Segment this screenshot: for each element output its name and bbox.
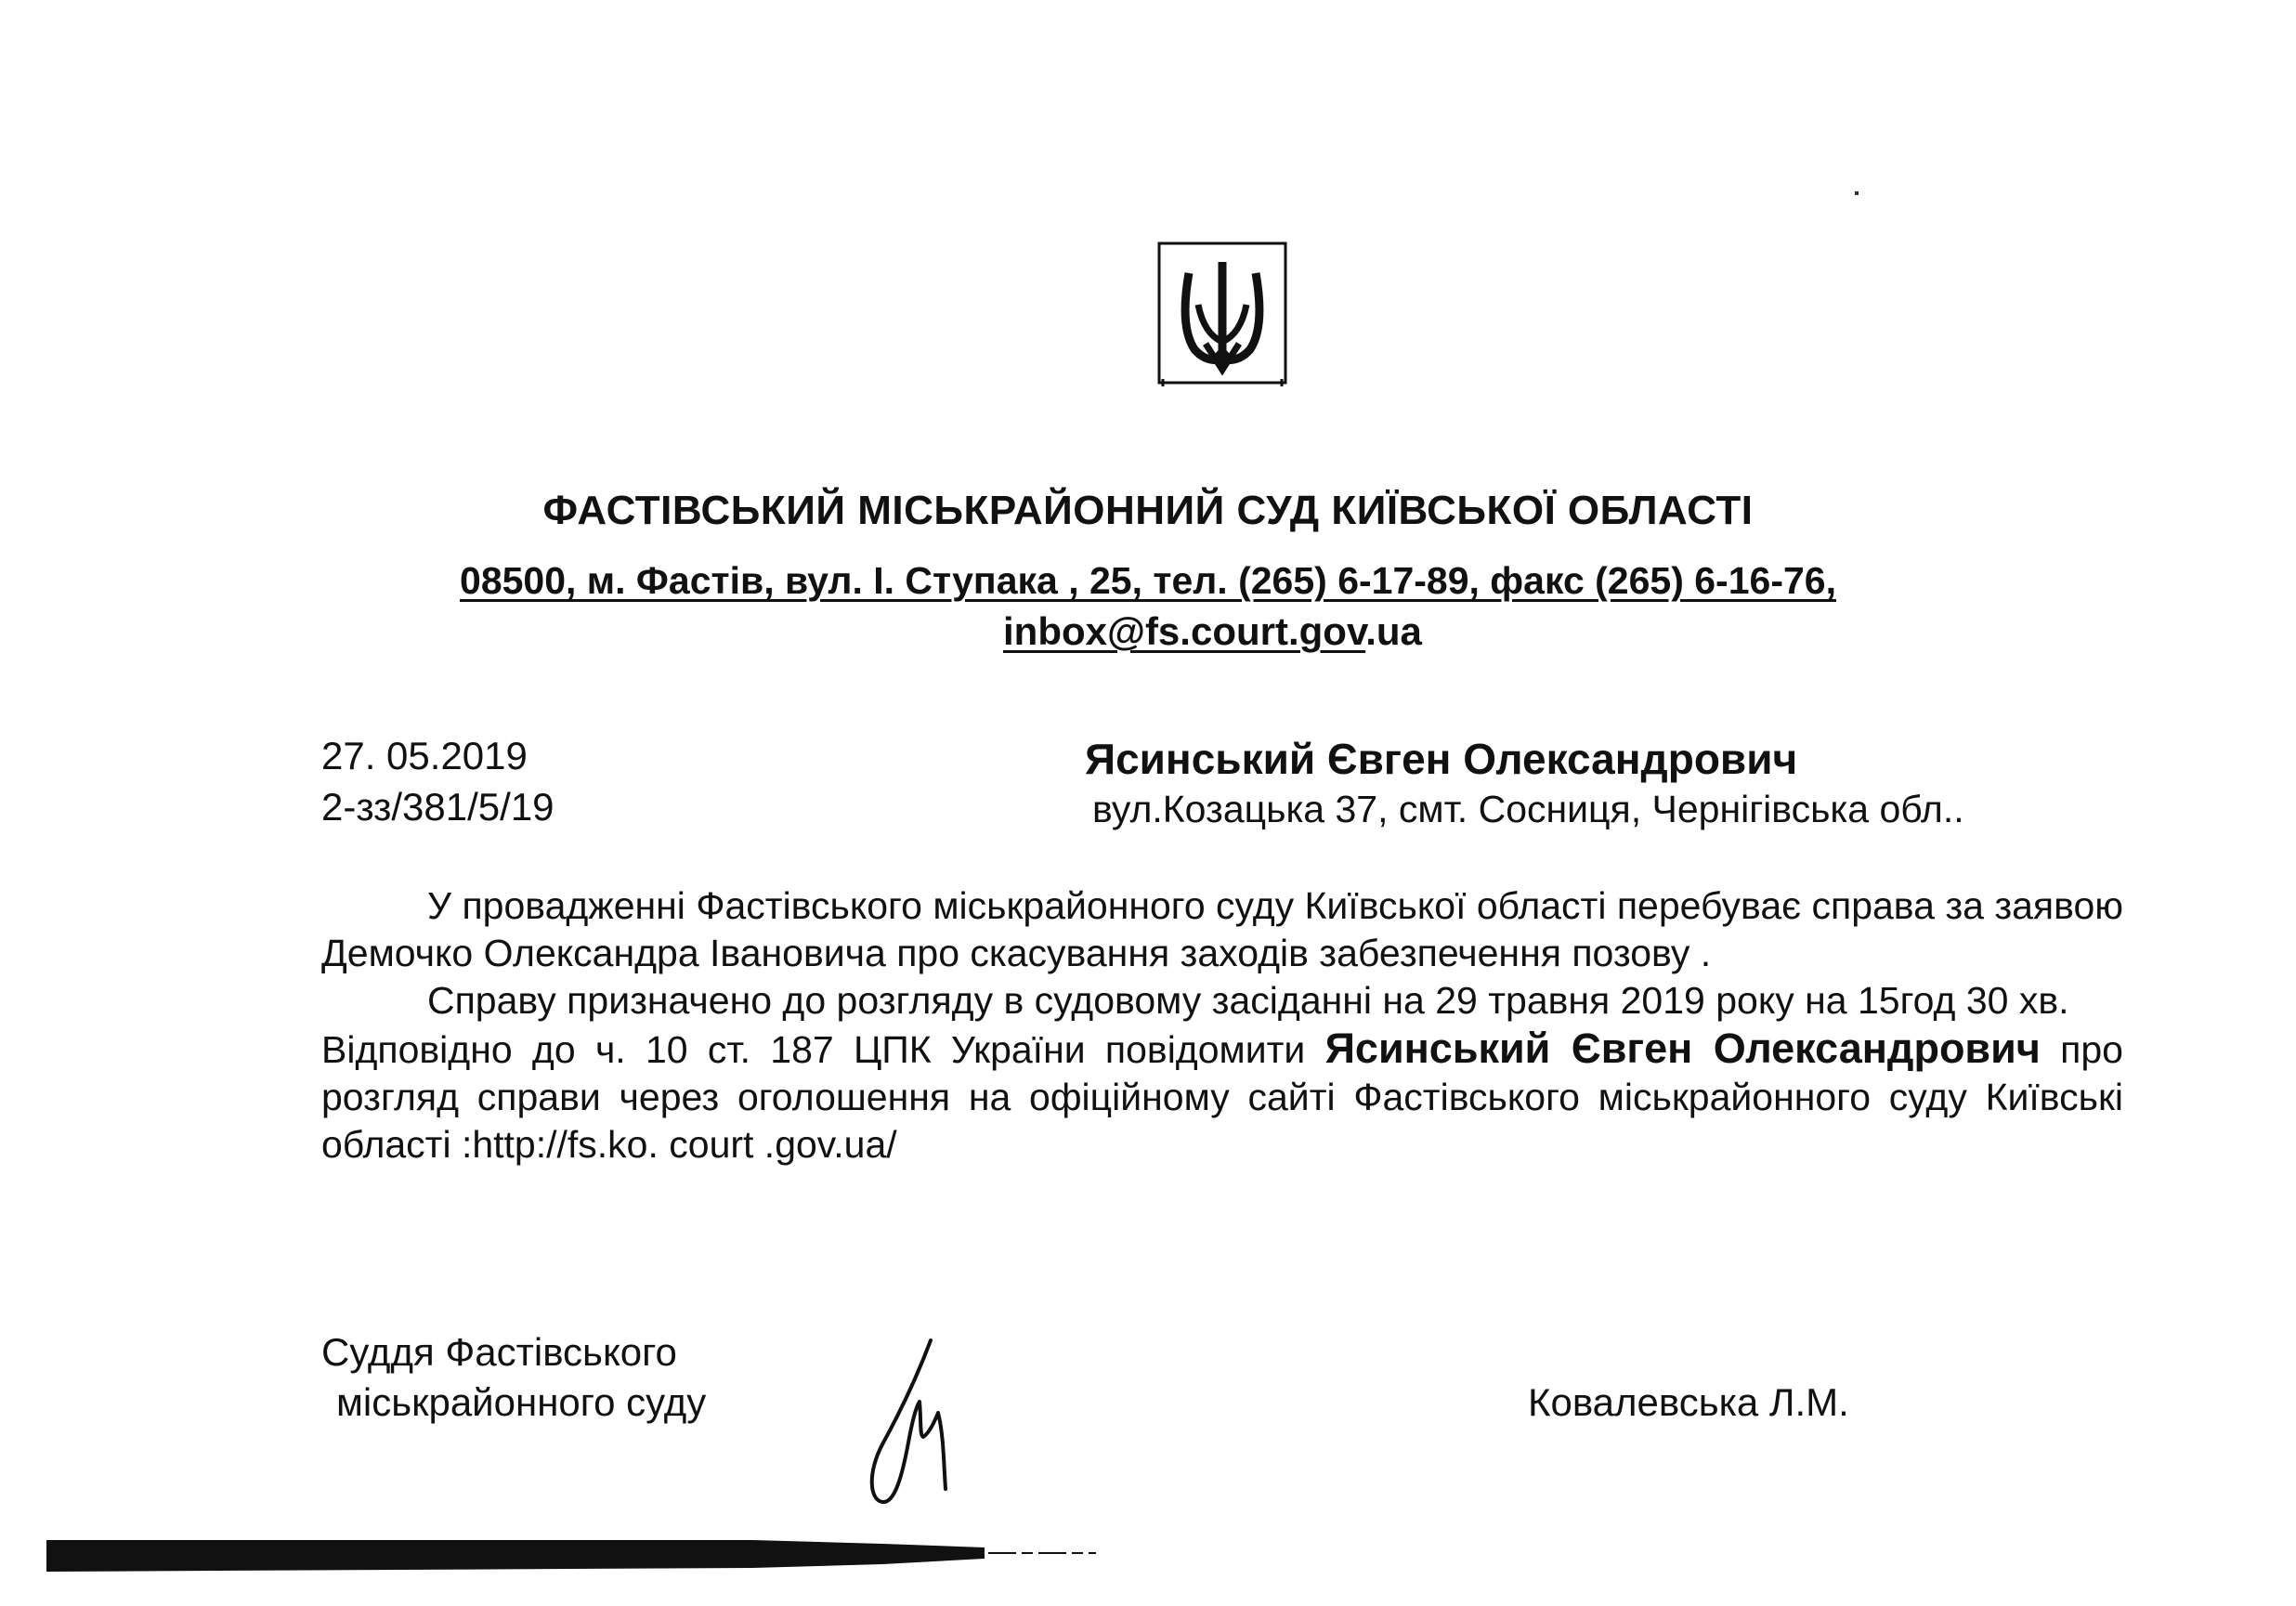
court-name: ФАСТІВСЬКИЙ МІСЬКРАЙОННИЙ СУД КИЇВСЬКОЇ ОБЛАСТІ: [542, 488, 1754, 533]
judge-title-line-2: міськрайонного суду: [336, 1380, 707, 1424]
handwritten-signature-icon: [854, 1333, 985, 1509]
body-paragraph-3-start: Відповідно до ч. 10 ст. 187 ЦПК України повідомити: [321, 1028, 1325, 1071]
body-paragraph-3: [321, 1025, 2123, 1169]
letter-body: [321, 882, 2123, 1169]
judge-name: Ковалевська Л.М.: [1528, 1380, 1849, 1424]
recipient-address: вул.Козацька 37, смт. Сосниця, Чернігівська обл..: [1092, 788, 1964, 830]
scan-edge-artifact: [46, 1534, 1096, 1573]
court-address: 08500, м. Фастів, вул. І. Ступака , 25, тел. (265) 6-17-89, факс (265) 6-16-76,: [460, 559, 1836, 602]
court-email-suffix: .ua: [1365, 609, 1422, 653]
body-paragraph-2: Справу призначено до розгляду в судовому засіданні на 29 травня 2019 року на 15год 30 хв.: [427, 979, 2069, 1022]
scan-speck: [1855, 191, 1859, 195]
letter-date: 27. 05.2019: [321, 734, 528, 777]
court-email: [1003, 609, 1422, 654]
body-paragraph-1: У провадженні Фастівського міськрайонного суду Київської області перебуває справа за заявою Демочко Олександра Івановича про скасування заходів забезпечення позову .: [321, 884, 2123, 974]
recipient-name: Ясинський Євген Олександрович: [1085, 735, 1798, 783]
judge-title-line-1: Суддя Фастівського: [321, 1330, 677, 1374]
body-paragraph-3-name: Ясинський Євген Олександрович: [1324, 1025, 2041, 1072]
body-paragraph-3-end: про розгляд справи через оголошення на офіційному сайті Фастівського міськрайонного суду Київські області :http://fs.ko. court .gov.ua/: [321, 1028, 2123, 1166]
court-email-link[interactable]: inbox@fs.court.gov: [1003, 609, 1366, 653]
trident-emblem-icon: [1155, 240, 1289, 390]
case-number: 2-зз/381/5/19: [321, 785, 554, 829]
